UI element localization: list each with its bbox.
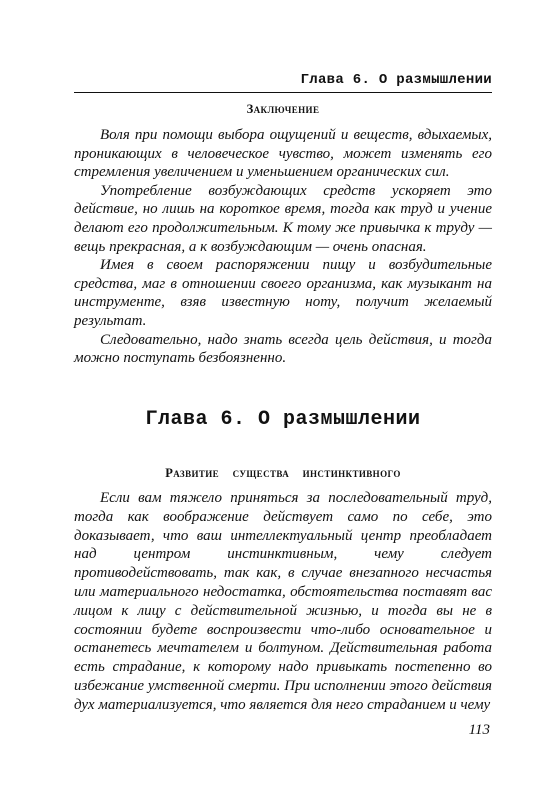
paragraph: Употребление возбуждающих средств ускоряет это действие, но лишь на короткое время, тогда как труд и учение делают его продолжительным. К тому же привычка к труду — вещь прекрасная, а к возбуждающим — очень опасная. bbox=[74, 182, 492, 255]
conclusion-text bbox=[74, 126, 492, 368]
section-heading-instinctive: Развитие существа инстинктивного bbox=[165, 466, 401, 480]
paragraph: Если вам тяжело приняться за последовательный труд, тогда как воображение действует само по себе, это доказывает, что ваш интеллектуальный центр преобладает над центром инстинктивным, чему следует противодействовать, так как, в случае внезапного несчастья или материального недостатка, обстоятельства поставят вас лицом к лицу с действительной жизнью, и тогда вы не в состоянии будете воспроизвести что-либо основательное и останетесь мечтателем и болтуном. Действительная работа есть страдание, к которому надо привыкать постепенно во избежание умственной смерти. При исполнении этого действия дух материализуется, что является для него страданием и чему bbox=[74, 490, 492, 713]
paragraph: Следовательно, надо знать всегда цель действия, и тогда можно поступать безбоязненно. bbox=[74, 331, 492, 367]
section-heading-conclusion: Заключение bbox=[246, 102, 320, 116]
header-rule bbox=[74, 92, 492, 93]
chapter-title: Глава 6. О размышлении bbox=[145, 408, 421, 431]
paragraph: Воля при помощи выбора ощущений и веществ, вдыхаемых, проникающих в человеческое чувство, может изменять его стремления увеличением и уменьшением органических сил. bbox=[74, 127, 492, 181]
running-head: Глава 6. О размышлении bbox=[300, 72, 492, 88]
instinctive-text bbox=[74, 489, 492, 715]
paragraph: Имея в своем распоряжении пищу и возбудительные средства, маг в отношении своего организма, как музыкант на инструменте, взяв известную ноту, получит желаемый результат. bbox=[74, 257, 492, 329]
page-number: 113 bbox=[468, 722, 490, 738]
